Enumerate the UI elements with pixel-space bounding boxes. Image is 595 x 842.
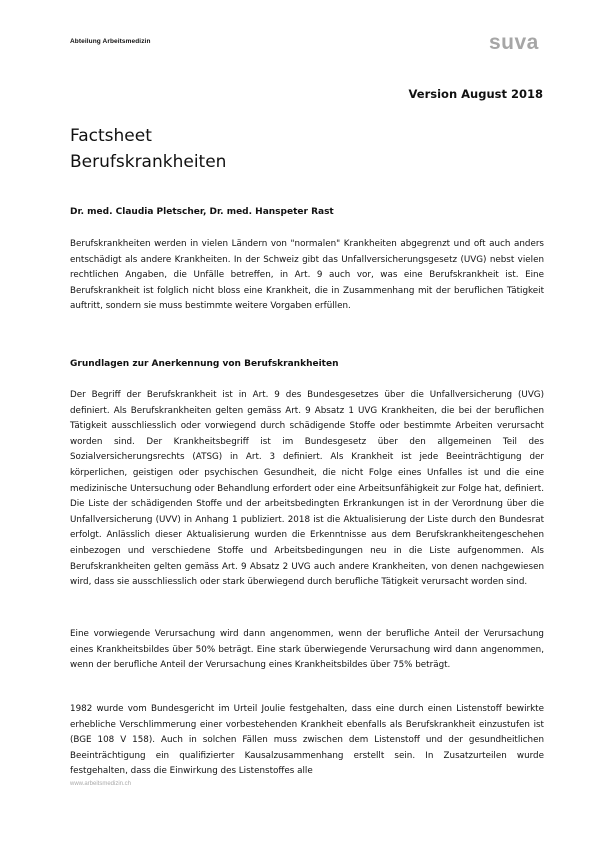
department-label: Abteilung Arbeitsmedizin [70,38,151,45]
section-heading: Grundlagen zur Anerkennung von Berufskrankheiten [70,359,339,369]
suva-logo: suva [489,31,539,54]
document-title-line1: Factsheet [70,126,152,146]
footer-website: www.arbeitsmedizin.ch [70,781,132,787]
intro-paragraph: Berufskrankheiten werden in vielen Ländern von "normalen" Krankheiten abgegrenzt und oft auch anders entschädigt als andere Krankheiten. In der Schweiz gibt das Unfallversicherungsgesetz (UVG) nebst vielen rechtlichen Angaben, die Unfälle betreffen, in Art. 9 auch vor, was eine Berufskrankheit ist. Eine Berufskrankheit ist folglich nicht bloss eine Krankheit, die in Zusammenhang mit der beruflichen Tätigkeit auftritt, sondern sie muss bestimmte weitere Vorgaben erfüllen. [70,239,544,312]
paragraph-causation: Eine vorwiegende Verursachung wird dann angenommen, wenn der berufliche Anteil der Verursachung eines Krankheitsbildes über 50% beträgt. Eine stark überwiegende Verursachung wird dann angenommen, wenn der berufliche Anteil der Verursachung eines Krankheitsbildes über 75% beträgt. [70,629,544,671]
paragraph-definition: Der Begriff der Berufskrankheit ist in Art. 9 des Bundesgesetzes über die Unfallversicherung (UVG) definiert. Als Berufskrankheiten gelten gemäss Art. 9 Absatz 1 UVG Krankheiten, die bei der beruflichen Tätigkeit ausschliesslich oder vorwiegend durch schädigende Stoffe oder bestimmte Arbeiten verursacht worden sind. Der Krankheitsbegriff ist im Bundesgesetz über den allgemeinen Teil des Sozialversicherungsrechts (ATSG) in Art. 3 definiert. Als Krankheit ist jede Beeinträchtigung der körperlichen, geistigen oder psychischen Gesundheit, die nicht Folge eines Unfalles ist und die eine medizinische Untersuchung oder Behandlung erfordert oder eine Arbeitsunfähigkeit zur Folge hat, definiert. Die Liste der schädigenden Stoffe und der arbeitsbedingten Erkrankungen ist in der Verordnung über die Unfallversicherung (UVV) in Anhang 1 publiziert. 2018 ist die Aktualisierung der Liste durch den Bundesrat erfolgt. Anlässlich dieser Aktualisierung wurden die Erkenntnisse aus dem Berufskrankheitengeschehen einbezogen und verschiedene Stoffe und Arbeitsbedingungen neu in die Liste aufgenommen. Als Berufskrankheiten gelten gemäss Art. 9 Absatz 2 UVG auch andere Krankheiten, von denen nachgewiesen wird, dass sie ausschliesslich oder stark überwiegend durch berufliche Tätigkeit verursacht worden sind. [70,390,544,588]
document-title-line2: Berufskrankheiten [70,152,227,172]
paragraph-court-ruling: 1982 wurde vom Bundesgericht im Urteil Joulie festgehalten, dass eine durch einen Listenstoff bewirkte erhebliche Verschlimmerung einer vorbestehenden Krankheit ebenfalls als Berufskrankheit einzustufen ist (BGE 108 V 158). Auch in solchen Fällen muss zwischen dem Listenstoff und der gesundheitlichen Beeinträchtigung ein qualifizierter Kausalzusammenhang erstellt sein. In Zusatzurteilen wurde festgehalten, dass die Einwirkung des Listenstoffes alle [70,704,544,777]
version-label: Version August 2018 [408,87,543,101]
authors: Dr. med. Claudia Pletscher, Dr. med. Hanspeter Rast [70,207,334,217]
